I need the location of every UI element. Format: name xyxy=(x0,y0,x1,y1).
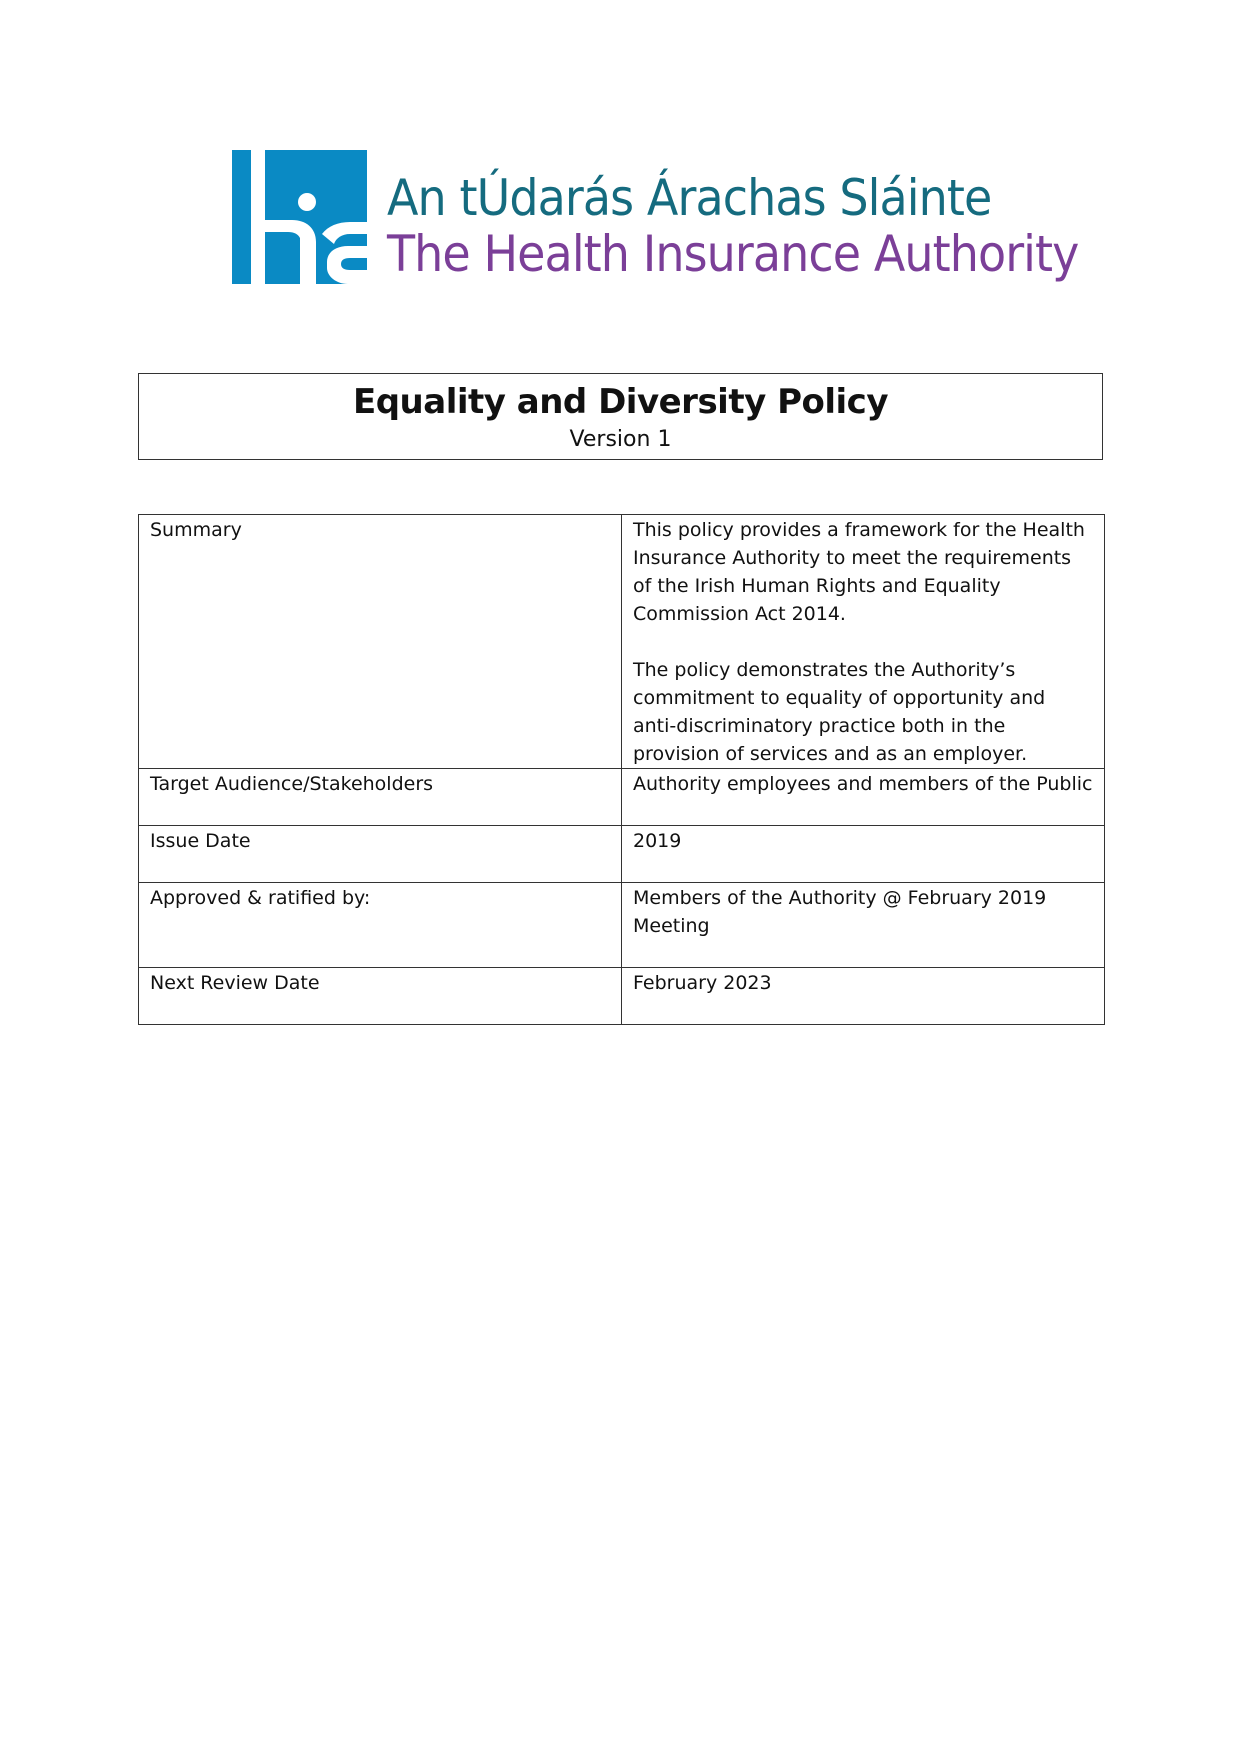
issue-date-value: 2019 xyxy=(622,826,1105,883)
summary-paragraph: This policy provides a framework for the Health Insurance Authority to meet the requirements of the Irish Human Rights and Equality Commission Act 2014. xyxy=(633,519,1085,625)
table-row-audience xyxy=(139,769,1105,826)
audience-label: Target Audience/Stakeholders xyxy=(139,769,622,826)
document-version: Version 1 xyxy=(569,427,672,452)
summary-paragraph: The policy demonstrates the Authority’s commitment to equality of opportunity and anti-discriminatory practice both in the provision of services and as an employer. xyxy=(633,659,1046,765)
review-date-label: Next Review Date xyxy=(139,968,622,1025)
audience-value: Authority employees and members of the Public xyxy=(622,769,1105,826)
table-row-approved xyxy=(139,883,1105,968)
logo-wordmark xyxy=(387,170,1139,282)
summary-value xyxy=(622,515,1105,769)
table-row-summary xyxy=(139,515,1105,769)
policy-details-table xyxy=(138,514,1105,1025)
issue-date-label: Issue Date xyxy=(139,826,622,883)
approved-label: Approved & ratified by: xyxy=(139,883,622,968)
approved-value: Members of the Authority @ February 2019 Meeting xyxy=(622,883,1105,968)
document-title: Equality and Diversity Policy xyxy=(352,382,888,422)
hia-logo xyxy=(232,150,1079,300)
logo-irish-name: An tÚdarás Árachas Sláinte xyxy=(387,169,992,227)
review-date-value: February 2023 xyxy=(622,968,1105,1025)
table-row-issue-date xyxy=(139,826,1105,883)
summary-label: Summary xyxy=(139,515,622,769)
table-row-review-date xyxy=(139,968,1105,1025)
hia-logo-mark xyxy=(232,150,367,284)
title-box xyxy=(138,373,1103,460)
logo-english-name: The Health Insurance Authority xyxy=(387,225,1079,283)
